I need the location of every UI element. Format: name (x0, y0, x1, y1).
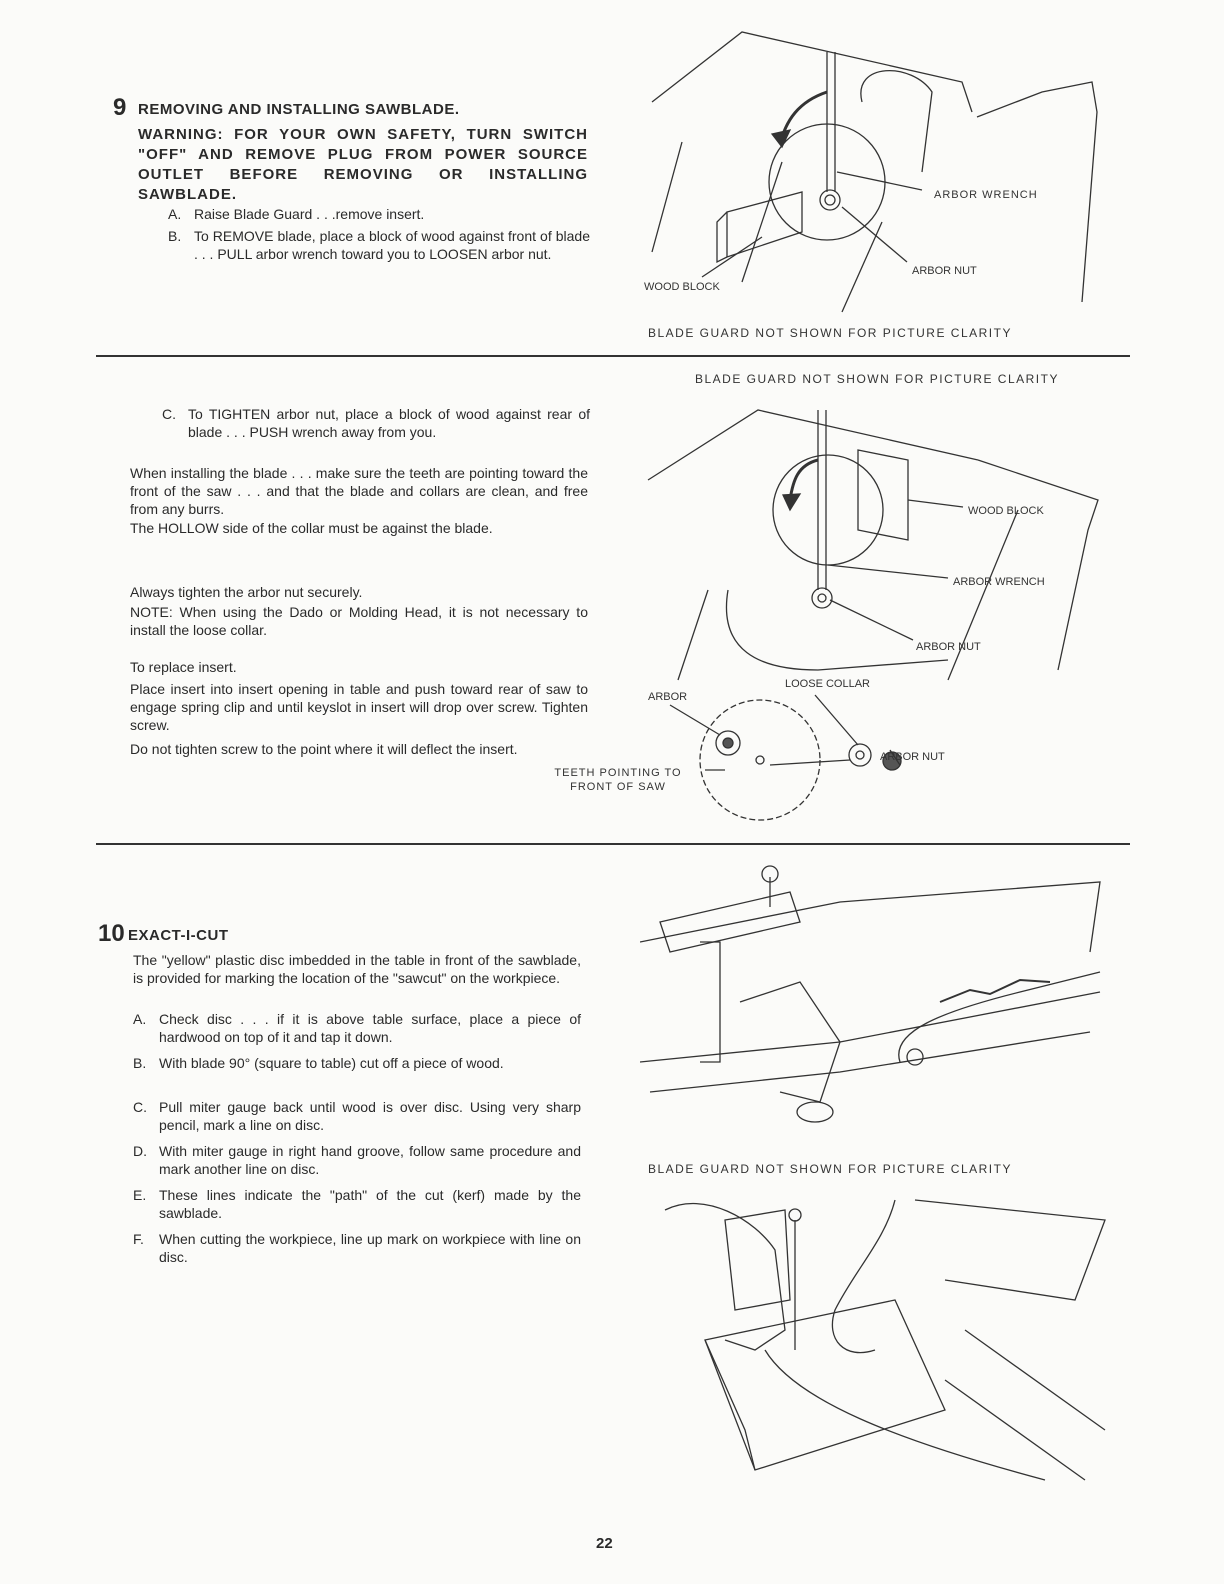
warning-text: WARNING: FOR YOUR OWN SAFETY, TURN SWITCH "OFF" AND REMOVE PLUG FROM POWER SOURCE OUTLET BEFORE REMOVING OR INSTALLING SAWBLADE. (138, 126, 588, 203)
step-text: To REMOVE blade, place a block of wood against front of blade . . . PULL arbor wrench toward you to LOOSEN arbor nut. (194, 228, 590, 262)
label-arbor-nut: ARBOR NUT (916, 641, 981, 653)
step-text: To TIGHTEN arbor nut, place a block of wood against rear of blade . . . PUSH wrench away from you. (188, 406, 590, 440)
step-text: Pull miter gauge back until wood is over disc. Using very sharp pencil, mark a line on disc. (159, 1099, 581, 1133)
paragraph: The HOLLOW side of the collar must be against the blade. (130, 520, 493, 536)
figure-marking-disc (645, 1180, 1115, 1510)
paragraph: When installing the blade . . . make sure the teeth are pointing toward the front of the saw . . . and that the blade and collars are clean, and free from any burrs. (130, 465, 588, 517)
step-label: A. (168, 206, 182, 222)
section-10-intro: The "yellow" plastic disc imbedded in the table in front of the sawblade, is provided for marking the location of the "sawcut" on the workpiece. (133, 952, 581, 986)
divider-1 (96, 355, 1130, 357)
step-label: D. (133, 1143, 147, 1159)
step-label: C. (133, 1099, 147, 1115)
step-label: C. (162, 406, 176, 422)
step-text: With miter gauge in right hand groove, follow same procedure and mark another line on disc. (159, 1143, 581, 1177)
step-label: A. (133, 1011, 147, 1027)
label-loose-collar: LOOSE COLLAR (785, 678, 870, 690)
step-text: When cutting the workpiece, line up mark on workpiece with line on disc. (159, 1231, 581, 1265)
divider-2 (96, 843, 1130, 845)
figure-miter-gauge (640, 862, 1110, 1152)
step-label: F. (133, 1231, 144, 1247)
label-teeth-pointing: TEETH POINTING TO FRONT OF SAW (554, 767, 682, 793)
label-wood-block: WOOD BLOCK (644, 281, 720, 293)
section-10-number: 10 (98, 920, 125, 947)
figure-2-caption: BLADE GUARD NOT SHOWN FOR PICTURE CLARITY (695, 372, 1059, 386)
page-number: 22 (596, 1535, 613, 1552)
step-text: Check disc . . . if it is above table surface, place a piece of hardwood on top of it and tap it down. (159, 1011, 581, 1045)
note-paragraph: NOTE: When using the Dado or Molding Head, it is not necessary to install the loose collar. (130, 604, 588, 638)
step-label: E. (133, 1187, 147, 1203)
step-label: B. (133, 1055, 147, 1071)
step-text: Raise Blade Guard . . .remove insert. (194, 206, 425, 222)
step-text: These lines indicate the "path" of the cut (kerf) made by the sawblade. (159, 1187, 581, 1221)
section-9-title: REMOVING AND INSTALLING SAWBLADE. (138, 101, 460, 118)
label-arbor-nut: ARBOR NUT (880, 751, 945, 763)
paragraph: Place insert into insert opening in table and push toward rear of saw to engage spring clip and until keyslot in insert will drop over screw. Tighten screw. (130, 681, 588, 733)
section-9-number: 9 (113, 94, 127, 121)
label-arbor-wrench: ARBOR WRENCH (934, 189, 1038, 201)
step-text: With blade 90° (square to table) cut off a piece of wood. (159, 1055, 504, 1071)
figure-1-caption: BLADE GUARD NOT SHOWN FOR PICTURE CLARITY (648, 326, 1012, 340)
paragraph: To replace insert. (130, 659, 237, 675)
paragraph: Always tighten the arbor nut securely. (130, 584, 363, 600)
label-arbor-wrench: ARBOR WRENCH (953, 576, 1045, 588)
figure-tighten-nut (618, 390, 1118, 690)
step-label: B. (168, 228, 182, 244)
label-wood-block: WOOD BLOCK (968, 505, 1044, 517)
paragraph: Do not tighten screw to the point where it will deflect the insert. (130, 741, 518, 757)
figure-blade-parts (520, 665, 980, 835)
label-arbor: ARBOR (648, 691, 688, 703)
label-arbor-nut: ARBOR NUT (912, 265, 977, 277)
figure-4-caption: BLADE GUARD NOT SHOWN FOR PICTURE CLARITY (648, 1162, 1012, 1176)
section-10-title: EXACT-I-CUT (128, 927, 229, 944)
figure-remove-blade (622, 22, 1112, 317)
